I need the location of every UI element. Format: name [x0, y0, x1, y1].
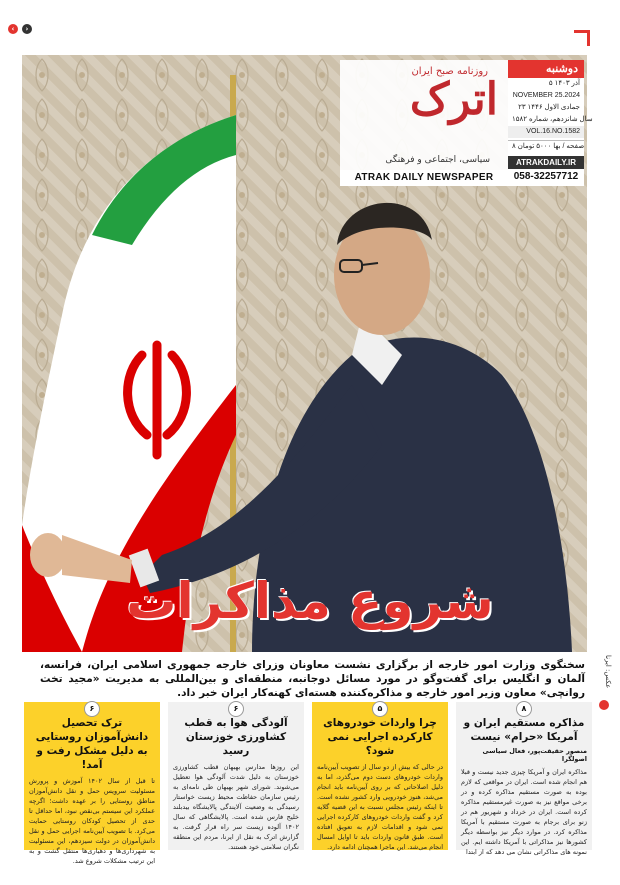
photo-credit: عکس: ایرنا — [604, 655, 612, 689]
news-column-body: این روزها مدارس بهبهان قطب کشاورزی خوزستان به دلیل شدت آلودگی هوا تعطیل می‌شوند. شورای شهر بهبهان طی نامه‌ای به رئیس سازمان حفاظت محیط زیست خواستار رسیدگی به وضعیت آلایندگی پالایشگاه بیدبلند خلیج فارس شده است. پالایشگاهی که سال ۱۴۰۲ آلوده زیست سر راه قرار گرفت. به گزارش اترک به نقل از ایرنا، مردم این منطقه نگران سلامتی خود هستند. — [173, 763, 299, 851]
issue-info-box — [508, 60, 593, 186]
logo-subtitle: روزنامه صبح ایران — [411, 66, 488, 77]
phone-number: 058-32257712 — [513, 171, 579, 182]
page-number-badge: ۸ — [516, 701, 532, 717]
newspaper-logo: اترک — [409, 74, 498, 125]
news-column-title[interactable]: ترک تحصیل دانش‌آموزان روستایی به دلیل مشکل رفت و آمد! — [35, 717, 149, 771]
website-link[interactable]: ATRAKDAILY.IR — [508, 156, 584, 169]
issue-year-number: سال شانزدهم، شماره ۱۵۸۲ — [512, 116, 593, 123]
news-column-title[interactable]: آلودگی هوا به قطب کشاورزی خوزستان رسید — [184, 717, 288, 757]
newspaper-tagline: سیاسی، اجتماعی و فرهنگی — [385, 155, 490, 165]
prev-page-icon[interactable]: ‹ — [8, 24, 18, 34]
issue-extra: ۸ صفحه / بها ۵۰۰۰ تومان — [508, 140, 584, 153]
newspaper-english-name: ATRAK DAILY NEWSPAPER — [340, 170, 508, 186]
news-columns — [24, 702, 592, 865]
top-bar — [0, 0, 620, 48]
masthead — [340, 60, 508, 186]
next-page-icon[interactable]: › — [22, 24, 32, 34]
corner-mark-icon — [574, 30, 590, 46]
lead-paragraph: سخنگوی وزارت امور خارجه از برگزاری نشست معاونان وزرای خارجه جمهوری اسلامی ایران، فرانسه، آلمان و انگلیس برای گفت‌وگو در مورد مسائل دوجانبه، منطقه‌ای و بین‌المللی به مدیریت «مجید تخت روانچی» معاون وزیر امور خارجه و مذاکره‌کننده هسته‌ای کهنه‌کار ایران خبر داد. — [40, 659, 585, 699]
news-column-title[interactable]: مذاکره مستقیم ایران و آمریکا «حرام» نیست — [463, 717, 585, 743]
news-column[interactable] — [312, 702, 448, 850]
news-column-author: منصور حقیقت‌پور، فعال سیاسی اصولگرا — [482, 747, 587, 763]
issue-volume: VOL.16.NO.1582 — [508, 126, 584, 138]
page-number-badge: ۶ — [228, 701, 244, 717]
news-column[interactable] — [456, 702, 592, 856]
page-number-badge: ۵ — [372, 701, 388, 717]
news-column-body: تا قبل از سال ۱۴۰۲ آموزش و پرورش مسئولیت سرویس حمل و نقل دانش‌آموزان مناطق روستایی را بر عهده داشت؛ اگرچه عملکرد این سیستم بی‌نقص نبود، اما حداقل تا حدی از تحصیل کودکان روستایی حمایت می‌کرد. با تصویب آیین‌نامه اجرایی حمل و نقل دانش‌آموزان در دولت سیزدهم، این مسئولیت به شهرداری‌ها و دهیاری‌ها منتقل گشت و به این ترتیب مشکلات شروع شد. — [29, 777, 155, 865]
main-headline: شروع مذاکرات — [126, 572, 494, 630]
news-column-body: مذاکره ایران و آمریکا چیزی جدید نیست و قبلا هم انجام شده است. ایران در مواقعی که لازم بوده به صورت مستقیم مذاکره کرده و در برخی مواقع نیز به صورت غیرمستقیم مذاکره کرده است. ایران در خرداد و شهریور هم در زنو برای برجام به صورت مستقیم با آمریکا مذاکره کرد. در موارد دیگر نیز بواسطه دیگر کشورها نیز مذاکراتی با آمریکا داشته ایم. این نمونه های مذاکراتی نشان می دهد که از ابتدا — [461, 768, 587, 856]
page-nav — [8, 24, 32, 34]
news-column-body: در حالی که بیش از دو سال از تصویب آیین‌نامه واردات خودروهای دست دوم می‌گذرد، اما به دلیل اصلاحاتی که بر روی آیین‌نامه باید انجام می‌شد، هنوز خودرویی وارد کشور نشده است. تا اینکه رئیس مجلس نسبت به این قضیه گلایه کرد و گفت واردات خودروهای کارکرده اجرایی نمی شود و اقدامات لازم به تعویق افتاده است. طبق قانون واردات باید تا اوایل امسال انجام می‌شد. این ماجرا همچنان ادامه دارد. — [317, 763, 443, 851]
arrow-icon[interactable] — [599, 700, 609, 710]
news-column-title[interactable]: چرا واردات خودروهای کارکرده اجرایی نمی شود؟ — [323, 717, 437, 757]
issue-weekday: دوشنبه — [508, 60, 584, 78]
page-number-badge: ۶ — [84, 701, 100, 717]
jalali-date: ۵ آذر ۱۴۰۳ — [548, 80, 580, 87]
news-column[interactable] — [24, 702, 160, 865]
news-column[interactable] — [168, 702, 304, 850]
gregorian-date: NOVEMBER 25.2024 — [512, 92, 580, 99]
hijri-date: ۲۳ جمادی الاول ۱۴۴۶ — [518, 104, 580, 111]
